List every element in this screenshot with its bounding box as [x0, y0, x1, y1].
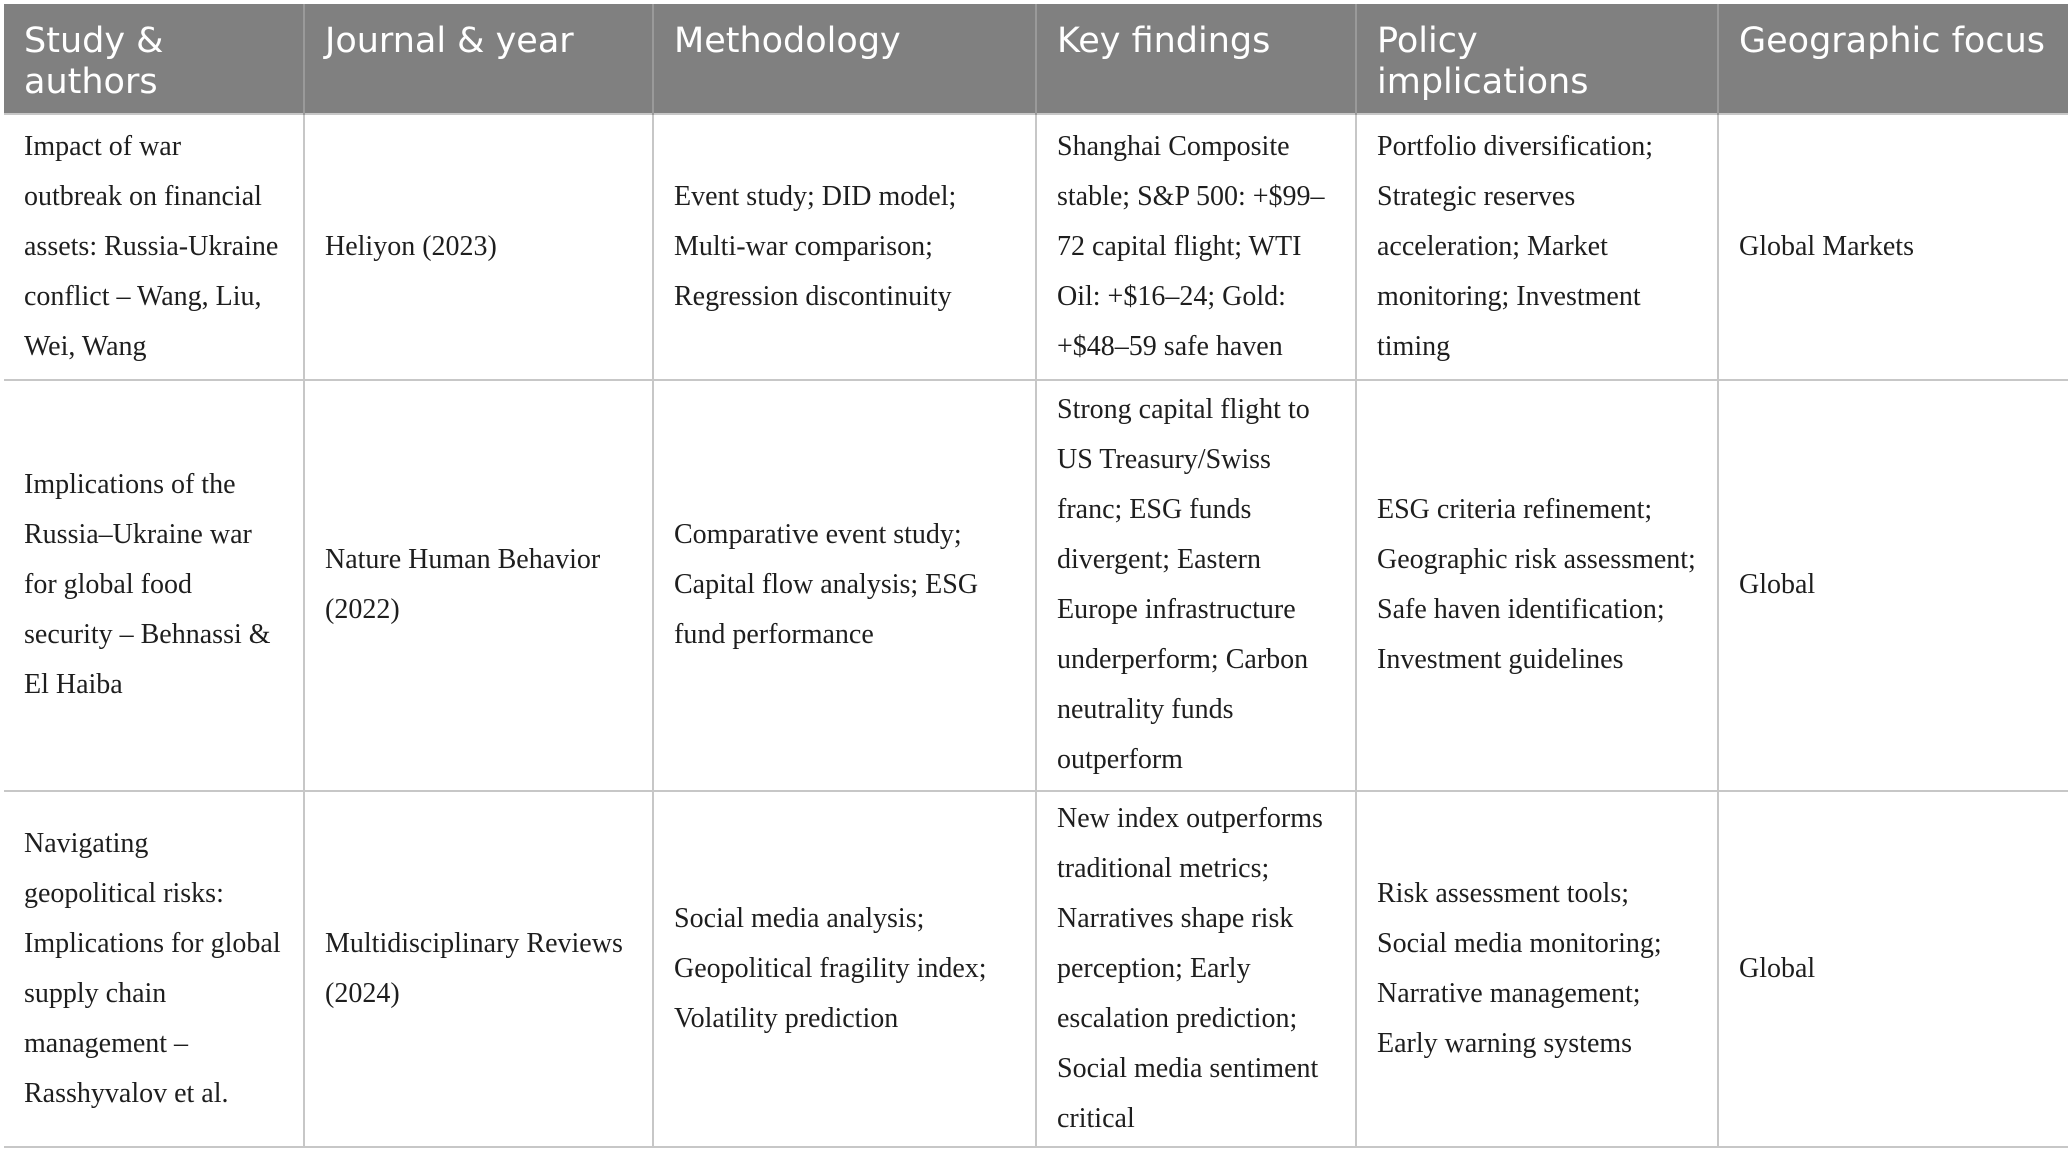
header-policy-implications: Policy implications	[1356, 4, 1718, 114]
table-header	[4, 4, 2068, 114]
cell-findings: Shanghai Composite stable; S&P 500: +$99–72 capital flight; WTI Oil: +$16–24; Gold: +$48–59 safe haven	[1036, 114, 1356, 380]
header-methodology: Methodology	[653, 4, 1036, 114]
header-key-findings: Key findings	[1036, 4, 1356, 114]
cell-study: Navigating geopolitical risks: Implications for global supply chain management – Rasshyvalov et al.	[4, 791, 304, 1147]
cell-policy: Portfolio diversification; Strategic reserves acceleration; Market monitoring; Investment timing	[1356, 114, 1718, 380]
header-journal-year: Journal & year	[304, 4, 653, 114]
table-body	[4, 114, 2068, 1147]
literature-table	[4, 4, 2068, 1148]
cell-findings: Strong capital flight to US Treasury/Swiss franc; ESG funds divergent; Eastern Europe infrastructure underperform; Carbon neutrality funds outperform	[1036, 380, 1356, 791]
header-geographic-focus: Geographic focus	[1718, 4, 2068, 114]
header-row	[4, 4, 2068, 114]
cell-methodology: Social media analysis; Geopolitical fragility index; Volatility prediction	[653, 791, 1036, 1147]
cell-study: Implications of the Russia–Ukraine war for global food security – Behnassi & El Haiba	[4, 380, 304, 791]
cell-journal: Multidisciplinary Reviews (2024)	[304, 791, 653, 1147]
cell-journal: Heliyon (2023)	[304, 114, 653, 380]
cell-geo: Global Markets	[1718, 114, 2068, 380]
cell-findings: New index outperforms traditional metrics; Narratives shape risk perception; Early escalation prediction; Social media sentiment critical	[1036, 791, 1356, 1147]
cell-policy: Risk assessment tools; Social media monitoring; Narrative management; Early warning systems	[1356, 791, 1718, 1147]
cell-methodology: Event study; DID model; Multi-war comparison; Regression discontinuity	[653, 114, 1036, 380]
cell-geo: Global	[1718, 380, 2068, 791]
cell-methodology: Comparative event study; Capital flow analysis; ESG fund performance	[653, 380, 1036, 791]
cell-journal: Nature Human Behavior (2022)	[304, 380, 653, 791]
cell-policy: ESG criteria refinement; Geographic risk assessment; Safe haven identification; Investment guidelines	[1356, 380, 1718, 791]
table-row	[4, 114, 2068, 380]
table-row	[4, 791, 2068, 1147]
cell-geo: Global	[1718, 791, 2068, 1147]
cell-study: Impact of war outbreak on financial assets: Russia-Ukraine conflict – Wang, Liu, Wei, Wang	[4, 114, 304, 380]
table-row	[4, 380, 2068, 791]
header-study-authors: Study & authors	[4, 4, 304, 114]
